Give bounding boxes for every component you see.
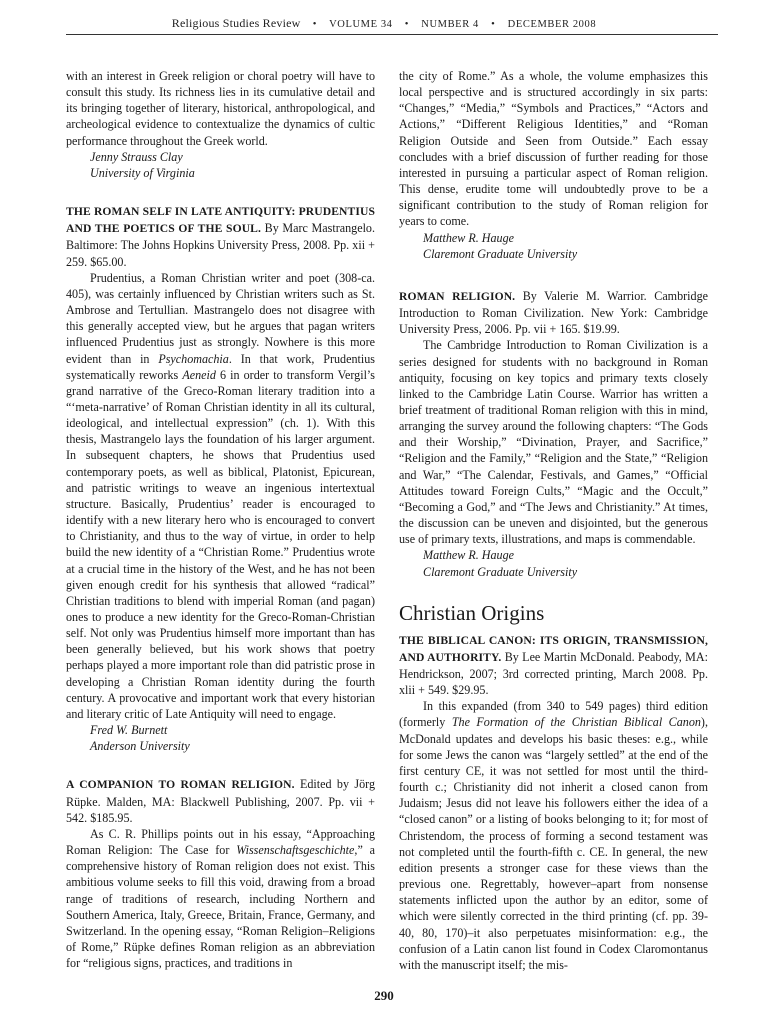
issue-date: DECEMBER 2008 <box>507 19 597 30</box>
text-run: As C. R. Phillips points out in his essay, “Approaching Roman Religion: The Case for <box>66 826 375 858</box>
italic-title: Wissenschaftsgeschichte <box>236 843 355 858</box>
review-bibliography: By Valerie M. Warrior. Cambridge Introduction to Roman Civilization. New York: Cambridge University Press, 2006. Pp. vii + 165. $19.99. <box>399 288 708 337</box>
review-body <box>399 698 708 973</box>
italic-title: The Formation of the Christian Biblical Canon <box>451 715 701 730</box>
review-title: THE BIBLICAL CANON: ITS ORIGIN, TRANSMISSION, AND AUTHORITY. <box>399 633 708 664</box>
text-run: 6 in order to transform Vergil’s grand narrative of the Greco-Roman literary tradition into a “‘meta-narrative’ of Roman Christian identity in all its cultural, ideological, and intellectual expression” (ch. 1). With this thesis, Mastrangelo lays the foundation of his larger argument. In subsequent chapters, he shows that Prudentius used contemporary poets, as well as biblical, Platonist, Epicurean, and patristic writings to weave an ingenious intertextual structure. Basically, Prudentius’ reader is encouraged to identify with a new literary hero who is encouraged to convert to Christianity, and thus to the way of virtue, in order to help build the new identity of a “Christian Rome.” Prudentius wrote at a crucial time in the history of the West, and he has not been given enough credit for his synthesis that allowed “radical” Christian traditions to blend with imperial Roman (and pagan) ones to produce a new identity for the Greco-Roman-Christian self. Not only was Prudentius himself more important than has been generally believed, but his work shows that poetry perhaps played a more important role than did patristic prose in developing a Christian Roman identity during the fourth century. A provocative and important work that every historian and literary critic of Late Antiquity will need to engage. <box>66 367 375 721</box>
review-bibliography: Edited by Jörg Rüpke. Malden, MA: Blackwell Publishing, 2007. Pp. vii + 542. $185.95. <box>66 777 376 825</box>
text-run: In this expanded (from 340 to 549 pages) third edition (formerly <box>399 699 708 730</box>
review-entry-roman-religion <box>399 288 708 580</box>
review-heading <box>66 203 375 270</box>
reviewer-affiliation: University of Virginia <box>90 165 195 180</box>
reviewer-affiliation: Claremont Graduate University <box>423 564 578 579</box>
review-body <box>66 826 375 971</box>
review-body <box>66 270 375 722</box>
continued-paragraph: the city of Rome.” As a whole, the volume emphasizes this local perspective and is structured accordingly in six parts: “Changes,” “Media,” “Symbols and Practices,” “Actors and Actions,” “Different Religious Identities,” and “Roman Religion Outside and Seen from Outside.” Each essay concludes with a brief discussion of further reading for those interested in pursuing a particular aspect of Roman religion. This dense, erudite tome will undoubtedly prove to be a significant contribution to the study of Roman religion for years to come. <box>399 69 708 229</box>
reviewer-name: Jenny Strauss Clay <box>90 149 183 164</box>
review-heading <box>399 632 708 699</box>
review-bibliography: By Lee Martin McDonald. Peabody, MA: Hendrickson, 2007; 3rd corrected printing, March 2008. Pp. xlii + 549. $29.95. <box>399 649 708 698</box>
review-title: THE ROMAN SELF IN LATE ANTIQUITY: PRUDENTIUS AND THE POETICS OF THE SOUL. <box>66 205 375 236</box>
header-bullet: • <box>404 19 410 30</box>
italic-title: Aeneid <box>182 367 216 382</box>
text-run: ), McDonald updates and develops his basic theses: e.g., while for some Jews the canon was “largely settled” at the end of the first century CE, it was not settled for most until the third-fourth c.; Christianity did not inherit a closed canon from Judaism; Jesus did not leave his followers either the idea of a “closed canon” or a listing of books belonging to it; for most of Christendom, the process of forming a second testament was not completed until the fourth-fifth c. CE. In general, the new edition presents a stronger case for these views than the previous one. Regrettably, however–apart from nonsense statements inflicted upon the author by an editor, some of which were silently corrected in the third printing (cf. pp. 39-40, 80, 170)–it also perpetuates misinformation: e.g., the confusion of a Latin canon list found in Codex Claromontanus with the manuscript itself; the mis- <box>399 715 708 972</box>
reviewer-name: Matthew R. Hauge <box>423 230 515 245</box>
header-rule <box>66 34 718 35</box>
continued-paragraph: with an interest in Greek religion or choral poetry will have to consult this study. Its richness lies in its cumulative detail and its bringing together of literary, historical, anthropological, and archeological evidence to contextualize the dynamics of cultic performance throughout the Greek world. <box>66 69 375 148</box>
review-entry-roman-self <box>66 203 375 754</box>
review-heading <box>399 288 708 337</box>
volume-label: VOLUME 34 <box>329 19 393 30</box>
review-body: The Cambridge Introduction to Roman Civilization is a series designed for students with no background in Roman antiquity, focusing on key topics and primary texts closely linked to the Cambridge Latin Course. Warrior has written a brief treatment of traditional Roman religion with this in mind, arranging the survey around the following chapters: “The Gods and their Worship,” “Divination, Prayer, and Sacrifice,” “Religion and the Family,” “Religion and the State,” “Religion and War,” “The Calendar, Festivals, and Games,” “Official Attitudes toward Foreign Cults,” “Magic and the Occult,” “Becoming a God,” and “The Jews and Christianity.” At times, the discussion can be uneven and disjointed, but the generous use of primary texts, illustrations, and maps is commendable. <box>399 338 708 547</box>
text-run: ,” a comprehensive history of Roman religion does not exist. This ambitious volume seeks to fill this void, drawing from a broad range of traditions of research, including Northern and Southern America, Italy, Greece, Britain, France, Germany, and Switzerland. In the opening essay, “Roman Religion–Religions of Rome,” Rüpke defines Roman religion as an abbreviation for “religious signs, practices, and traditions in <box>66 843 375 971</box>
reviewer-name: Matthew R. Hauge <box>423 548 515 563</box>
right-column <box>399 68 708 973</box>
italic-title: Psychomachia <box>158 351 229 366</box>
review-bibliography: By Marc Mastrangelo. Baltimore: The Johns Hopkins University Press, 2008. Pp. xii + 259. $65.00. <box>66 221 375 269</box>
reviewer-name: Fred W. Burnett <box>90 723 168 738</box>
section-heading: Christian Origins <box>399 600 545 625</box>
review-title: A COMPANION TO ROMAN RELIGION. <box>66 778 295 792</box>
review-entry-companion <box>66 776 375 971</box>
review-entry-biblical-canon <box>399 632 708 973</box>
left-column <box>66 68 375 971</box>
text-run: . In that work, Prudentius systematically reworks <box>66 351 375 382</box>
text-run: Prudentius, a Roman Christian writer and poet (308-ca. 405), was certainly influenced by Christian writers such as St. Ambrose and Tertullian. Mastrangelo does not disagree with this generally accepted view, but he argues that pagan writers influenced Prudentius just as strongly. Nowhere is this more evident than in <box>66 270 375 366</box>
header-bullet: • <box>491 19 496 30</box>
issue-number: NUMBER 4 <box>421 19 479 30</box>
reviewer-affiliation: Anderson University <box>90 739 190 754</box>
running-header <box>0 16 768 31</box>
reviewer-affiliation: Claremont Graduate University <box>423 246 578 261</box>
page-number: 290 <box>374 988 394 1003</box>
header-bullet: • <box>312 19 318 30</box>
review-title: ROMAN RELIGION. <box>399 289 516 303</box>
review-heading <box>66 776 375 825</box>
journal-name: Religious Studies Review <box>171 16 301 30</box>
